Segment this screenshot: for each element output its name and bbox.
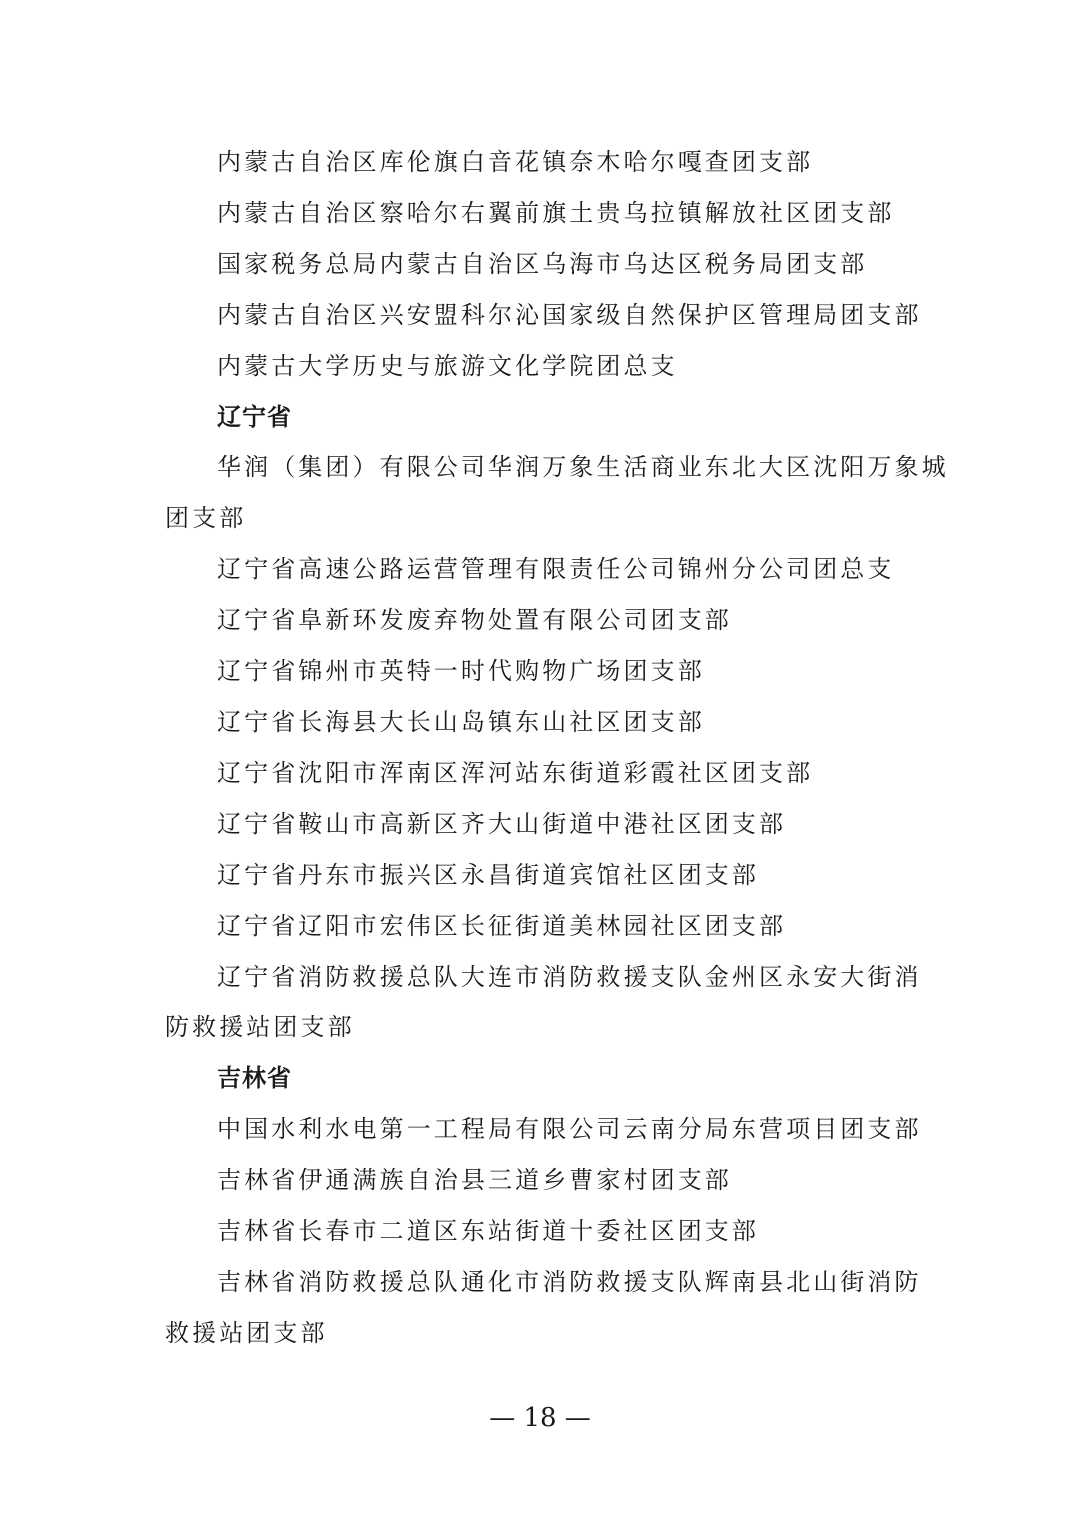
list-item: 辽宁省沈阳市浑南区浑河站东街道彩霞社区团支部 <box>217 758 814 787</box>
list-item: 内蒙古大学历史与旅游文化学院团总支 <box>217 351 678 380</box>
list-item: 辽宁省消防救援总队大连市消防救援支队金州区永安大街消 <box>217 962 922 991</box>
page-number: — 18 — <box>489 1403 591 1433</box>
list-item-continuation: 防救援站团支部 <box>165 1013 355 1042</box>
list-item: 辽宁省长海县大长山岛镇东山社区团支部 <box>217 707 705 736</box>
list-item: 吉林省伊通满族自治县三道乡曹家村团支部 <box>217 1166 732 1195</box>
list-item: 内蒙古自治区库伦旗白音花镇奈木哈尔嘎查团支部 <box>217 148 814 176</box>
section-heading: 辽宁省 <box>217 402 292 431</box>
list-item: 辽宁省辽阳市宏伟区长征街道美林园社区团支部 <box>217 911 787 940</box>
list-item: 内蒙古自治区兴安盟科尔沁国家级自然保护区管理局团支部 <box>217 300 922 329</box>
document-body <box>165 137 949 1359</box>
list-item: 吉林省长春市二道区东站街道十委社区团支部 <box>217 1217 759 1246</box>
list-item: 华润（集团）有限公司华润万象生活商业东北大区沈阳万象城 <box>217 453 949 482</box>
list-item: 辽宁省高速公路运营管理有限责任公司锦州分公司团总支 <box>217 555 895 584</box>
list-item: 辽宁省丹东市振兴区永昌街道宾馆社区团支部 <box>217 860 759 889</box>
list-item: 吉林省消防救援总队通化市消防救援支队辉南县北山街消防 <box>217 1267 922 1296</box>
section-heading: 吉林省 <box>217 1064 292 1093</box>
list-item: 辽宁省阜新环发废弃物处置有限公司团支部 <box>217 606 732 635</box>
list-item-continuation: 救援站团支部 <box>165 1318 328 1347</box>
list-item-continuation: 团支部 <box>165 504 247 533</box>
list-item: 国家税务总局内蒙古自治区乌海市乌达区税务局团支部 <box>217 249 868 278</box>
list-item: 辽宁省锦州市英特一时代购物广场团支部 <box>217 657 705 686</box>
list-item: 内蒙古自治区察哈尔右翼前旗土贵乌拉镇解放社区团支部 <box>217 198 895 227</box>
list-item: 中国水利水电第一工程局有限公司云南分局东营项目团支部 <box>217 1115 922 1144</box>
list-item: 辽宁省鞍山市高新区齐大山街道中港社区团支部 <box>217 809 787 838</box>
